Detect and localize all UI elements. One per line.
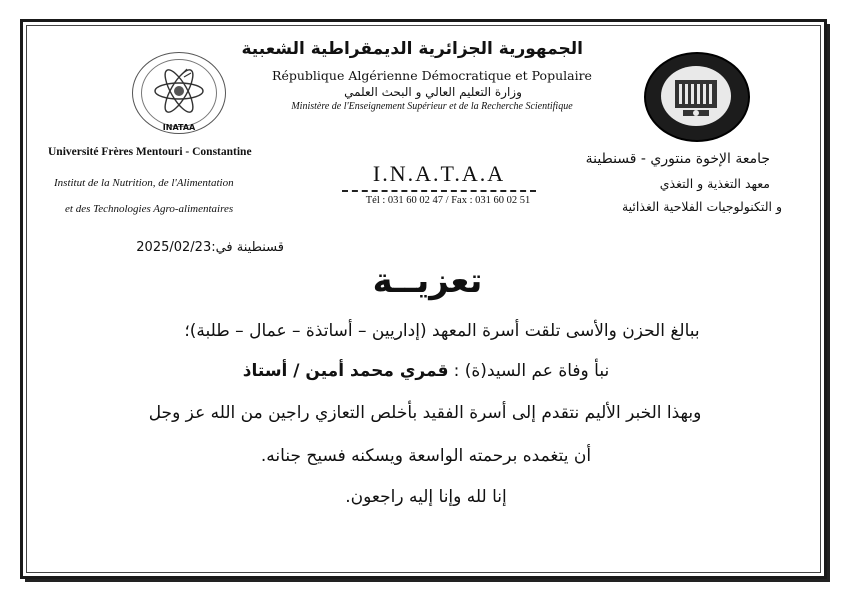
institute-name-french-line2: et des Technologies Agro-alimentaires: [65, 203, 234, 215]
frame-shadow-bottom: [25, 579, 830, 582]
body-line-5: إنا لله وإنا إليه راجعون.: [345, 487, 507, 507]
university-name-arabic: جامعة الإخوة منتوري - قسنطينة: [585, 151, 770, 167]
republic-arabic: الجمهورية الجزائرية الديمقراطية الشعبية: [241, 39, 583, 59]
ministry-french: Ministère de l'Enseignement Supérieur et de la Recherche Scientifique: [291, 101, 573, 112]
body-line-1: ببالغ الحزن والأسى تلقت أسرة المعهد (إداريين – أساتذة – عمال – طلبة)؛: [184, 321, 700, 341]
letter-title: تعزيــة: [372, 261, 483, 301]
university-logo: [644, 52, 750, 142]
acronym-divider: [342, 190, 536, 192]
university-name-french: Université Frères Mentouri - Constantine: [48, 146, 252, 158]
contact-phone-fax: Tél : 031 60 02 47 / Fax : 031 60 02 51: [365, 195, 531, 206]
logo-inner: [661, 66, 731, 126]
body-line-3: وبهذا الخبر الأليم نتقدم إلى أسرة الفقيد بأخلص التعازي راجين من الله عز وجل: [148, 403, 702, 423]
body-line-4: أن يتغمده برحمته الواسعة ويسكنه فسيح جنانه.: [260, 446, 592, 466]
deceased-intro: نبأ وفاة عم السيد(ة) :: [453, 361, 610, 381]
institute-name-arabic-line1: معهد التغذية و التغذي: [659, 176, 770, 191]
building-icon: [661, 66, 731, 126]
inataa-logo-label: INATAA: [162, 123, 196, 132]
staff-member-name: قمري محمد أمين / أستاذ: [242, 361, 449, 381]
ministry-arabic: وزارة التعليم العالي و البحث العلمي: [344, 85, 522, 99]
body-line-2: [223, 361, 629, 381]
institute-name-french-line1: Institut de la Nutrition, de l'Alimentation: [54, 177, 234, 189]
date-line: قسنطينة في:2025/02/23: [136, 240, 284, 255]
atom-icon: [151, 67, 207, 115]
institute-name-arabic-line2: و التكنولوجيات الفلاحية الغذائية: [621, 199, 782, 214]
inataa-logo: [132, 52, 226, 134]
republic-french: République Algérienne Démocratique et Populaire: [272, 68, 592, 83]
frame-shadow-right: [827, 24, 830, 582]
institute-acronym: I.N.A.T.A.A: [372, 161, 506, 186]
